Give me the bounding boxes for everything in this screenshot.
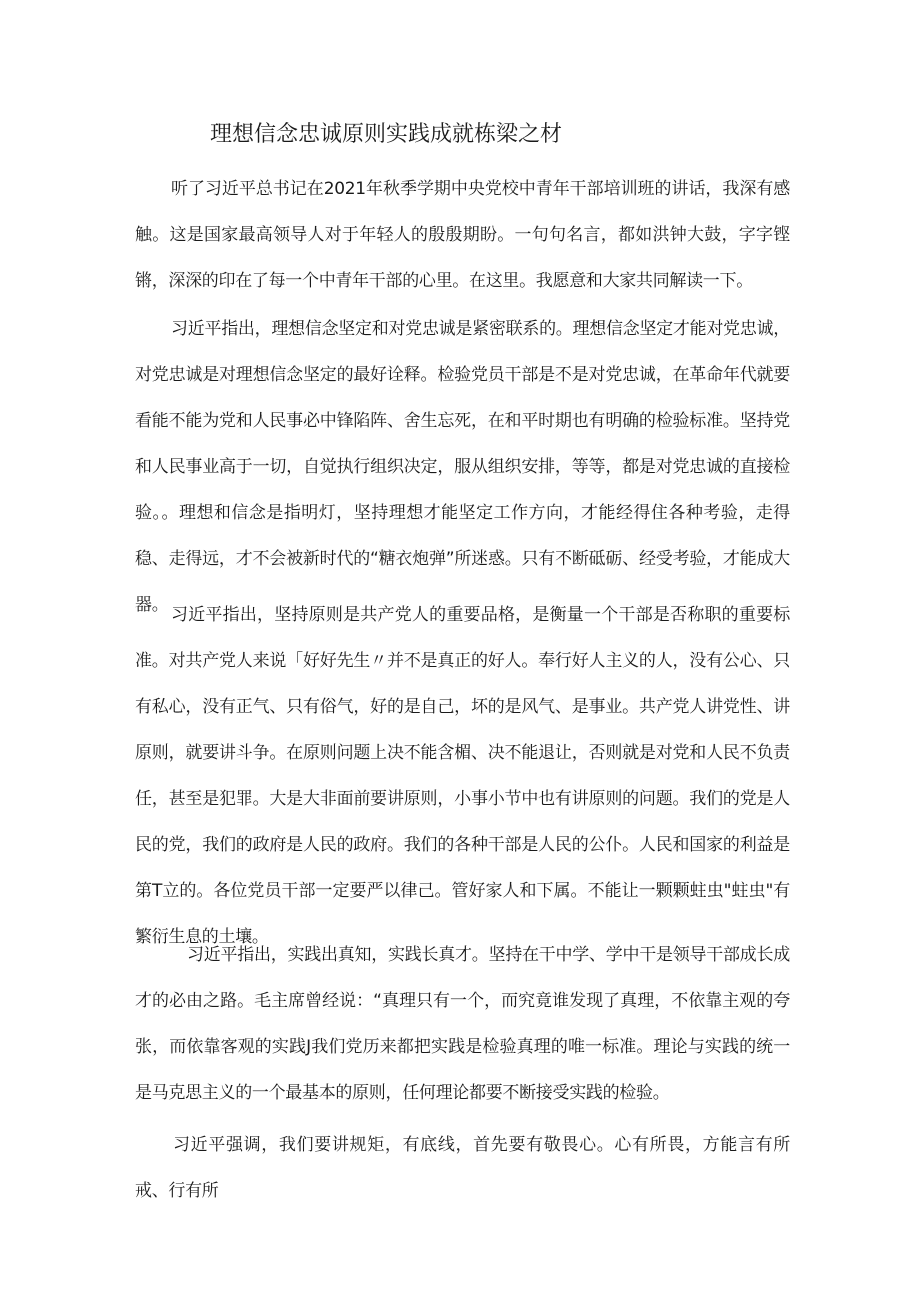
paragraph-ideals-loyalty: 习近平指出，理想信念坚定和对党忠诚是紧密联系的。理想信念坚定才能对党忠诚，对党忠诚是对理想信念坚定的最好诠释。检验党员干部是不是对党忠诚，在革命年代就要看能不能为党和人民事必中锋陷阵、舍生忘死，在和平时期也有明确的检验标准。坚持党和人民事业高于一切，自觉执行组织决定，服从组织安排，等等，都是对党忠诚的直接检验。。理想和信念是指明灯，坚持理想才能坚定工作方向，才能经得住各种考验，走得稳、走得远，才不会被新时代的“糖衣炮弹”所迷惑。只有不断砥砺、经受考验，才能成大器。 <box>135 319 790 615</box>
paragraph-intro: 听了习近平总书记在2021年秋季学期中央党校中青年干部培训班的讲话，我深有感触。这是国家最高领导人对于年轻人的殷殷期盼。一句句名言，都如洪钟大鼓，字字铿锵，深深的印在了每一个中青年干部的心里。在这里。我愿意和大家共同解读一下。 <box>135 179 790 291</box>
paragraph-rules: 习近平强调，我们要讲规矩，有底线，首先要有敬畏心。心有所畏，方能言有所戒、行有所 <box>135 1135 790 1201</box>
document-title: 理想信念忠诚原则实践成就栋梁之材 <box>210 122 563 147</box>
paragraph-principles: 习近平指出，坚持原则是共产党人的重要品格，是衡量一个干部是否称职的重要标准。对共产党人来说「好好先生〃并不是真正的好人。奉行好人主义的人，没有公心、只有私心，没有正气、只有俗气，好的是自己，坏的是风气、是事业。共产党人讲党性、讲原则，就要讲斗争。在原则问题上决不能含楣、决不能退让，否则就是对党和人民不负责任，甚至是犯罪。大是大非面前要讲原则，小事小节中也有讲原则的问题。我们的党是人民的党，我们的政府是人民的政府。我们的各种干部是人民的公仆。人民和国家的利益是第T立的。各位党员干部一定要严以律己。管好家人和下属。不能让一颗颗蛀虫"蛀虫"有繁衍生息的土壤。 <box>135 605 790 947</box>
paragraph-practice: 习近平指出，实践出真知，实践长真才。坚持在干中学、学中干是领导干部成长成才的必由之路。毛主席曾经说：“真理只有一个，而究竟谁发现了真理，不依靠主观的夸张，而依靠客观的实践J我们党历来都把实践是检验真理的唯一标准。理论与实践的统一是马克思主义的一个最基本的原则，任何理论都要不断接受实践的检验。 <box>135 945 790 1103</box>
